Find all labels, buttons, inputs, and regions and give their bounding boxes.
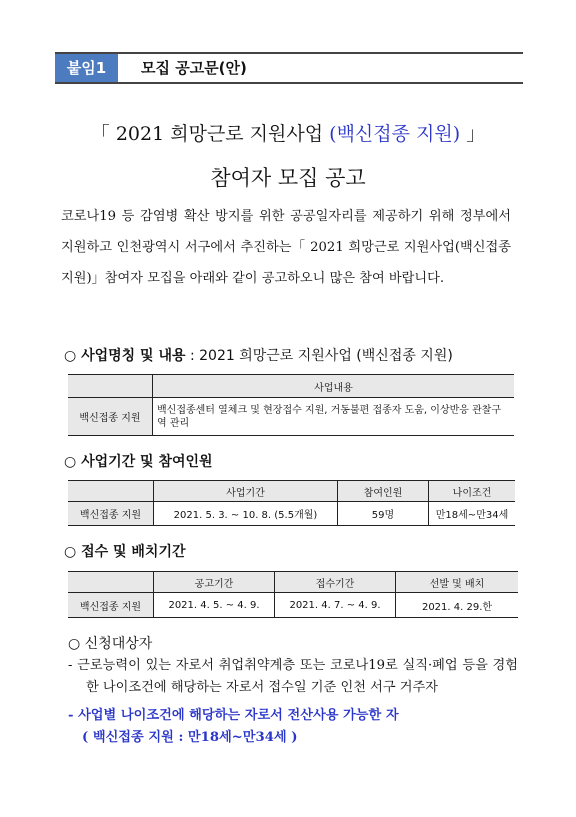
table-header: 공고기간: [154, 572, 275, 593]
period-table: [68, 480, 515, 526]
table-header: 참여인원: [338, 481, 429, 502]
header-top-rule: [55, 52, 523, 54]
row-label: 백신접종 지원: [68, 502, 154, 526]
section-application-period: [64, 541, 186, 561]
table-cell: 2021. 4. 5. ~ 4. 9.: [154, 593, 275, 618]
table-cell: 2021. 4. 29.한: [396, 593, 519, 618]
title-accent: (백신접종 지원): [329, 123, 461, 145]
business-content-table: [68, 374, 514, 436]
section3-title: ○ 접수 및 배치기간: [64, 544, 186, 560]
attachment-title: 모집 공고문(안): [141, 59, 247, 77]
section2-title: ○ 사업기간 및 참여인원: [64, 454, 213, 470]
row-label: 백신접종 지원: [68, 398, 153, 436]
eligibility-body: [68, 655, 518, 749]
table-corner: [68, 572, 154, 593]
table-cell: 59명: [338, 502, 429, 526]
attachment-badge: 붙임1: [55, 54, 118, 82]
table-corner: [68, 481, 154, 502]
attachment-header: [55, 52, 523, 84]
table-corner: [68, 375, 153, 398]
section1-title: ○ 사업명칭 및 내용: [64, 348, 186, 364]
notice-subtitle: 참여자 모집 공고: [210, 166, 366, 190]
table-header: 사업내용: [153, 375, 515, 398]
notice-title: [0, 119, 576, 146]
table-header: 나이조건: [429, 481, 516, 502]
eligibility-item: - 근로능력이 있는 자로서 취업취약계층 또는 코로나19로 실직·폐업 등을 경험한 나이조건에 해당하는 자로서 접수일 기준 인천 서구 거주자: [68, 658, 518, 695]
application-table: [68, 571, 518, 618]
eligibility-item-emphasis: - 사업별 나이조건에 해당하는 자로서 전산사용 가능한 자: [68, 708, 399, 723]
table-cell: 2021. 4. 7. ~ 4. 9.: [275, 593, 396, 618]
section-period-participants: [64, 451, 213, 471]
eligibility-title: ○ 신청대상자: [68, 636, 153, 652]
title-open: 「 2021 희망근로 지원사업: [90, 123, 330, 145]
section-business-name: [64, 345, 453, 365]
table-cell: 2021. 5. 3. ~ 10. 8. (5.5개월): [154, 502, 338, 526]
header-bottom-rule: [55, 82, 523, 84]
row-label: 백신접종 지원: [68, 593, 154, 618]
title-close: 」: [460, 123, 486, 145]
table-cell: 만18세~만34세: [429, 502, 516, 526]
row-value: 백신접종센터 열체크 및 현장접수 지원, 거동불편 접종자 도움, 이상반응 관찰구역 관리: [153, 398, 515, 436]
table-header: 접수기간: [275, 572, 396, 593]
section1-value: : 2021 희망근로 지원사업 (백신접종 지원): [185, 348, 453, 364]
intro-paragraph: 코로나19 등 감염병 확산 방지를 위한 공공일자리를 제공하기 위해 정부에서 지원하고 인천광역시 서구에서 추진하는「 2021 희망근로 지원사업(백신접종 지원)」참여자 모집을 아래와 같이 공고하오니 많은 참여 바랍니다.: [61, 209, 511, 286]
table-header: 사업기간: [154, 481, 338, 502]
eligibility-age-note: ( 백신접종 지원 : 만18세~만34세 ): [82, 730, 298, 745]
table-header: 선발 및 배치: [396, 572, 519, 593]
